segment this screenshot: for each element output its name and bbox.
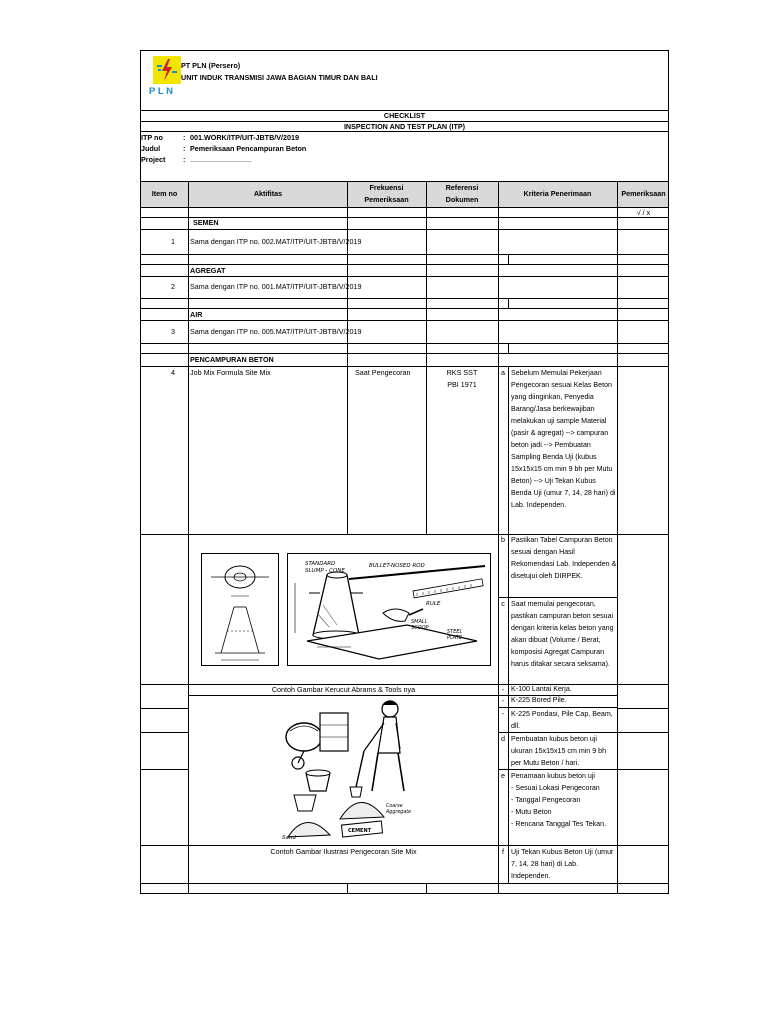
meta-label-itp: ITP no: [141, 133, 163, 142]
criteria-b-letter: b: [501, 535, 505, 544]
caption-cone: Contoh Gambar Kerucut Abrams & Tools nya: [271, 685, 416, 694]
site-mix-illustration: [280, 691, 417, 840]
row-4-activity: Job Mix Formula Site Mix: [190, 368, 271, 377]
header-activity: Aktifitas: [253, 189, 283, 198]
pln-logo-text: PLN: [149, 86, 176, 97]
label-coarse-1: Coarse: [386, 804, 403, 809]
label-sand: Sand: [282, 835, 296, 840]
criteria-b-text: Pastikan Tabel Campuran Beton sesuai dengan Hasil Rekomendasi Lab. Independen & disetujui oleh DIRPEK.: [511, 536, 617, 580]
meta-label-judul: Judul: [141, 144, 161, 153]
criteria-f-letter: f: [502, 847, 504, 856]
criteria-k100-text: K-100 Lantai Kerja.: [511, 685, 572, 693]
itp-checklist-sheet: [140, 50, 669, 894]
criteria-k225-pondasi-letter: -: [501, 709, 505, 718]
meta-sep-judul: :: [183, 144, 186, 153]
meta-value-judul: Pemeriksaan Pencampuran Beton: [190, 144, 307, 153]
row-4-no: 4: [171, 368, 175, 377]
label-standard: STANDARD: [305, 561, 336, 567]
header-check: Pemeriksaan: [621, 189, 666, 198]
criteria-c-letter: c: [501, 599, 505, 608]
label-coarse-2: Aggregate: [386, 810, 412, 815]
company-name: PT PLN (Persero): [181, 61, 241, 70]
meta-value-itp: 001.WORK/ITP/UIT-JBTB/V/2019: [190, 133, 300, 142]
section-pencampuran: PENCAMPURAN BETON: [190, 355, 274, 364]
meta-value-project: ...............................: [190, 155, 252, 164]
label-rod: BULLET-NOSED ROD: [369, 563, 425, 569]
criteria-d-letter: d: [501, 734, 505, 743]
row-1-activity: Sama dengan ITP no. 002.MAT/ITP/UIT-JBTB/V/2019: [190, 237, 362, 246]
label-slump-cone: SLUMP - CONE: [305, 568, 345, 574]
criteria-e-text: Penamaan kubus beton uji - Sesuai Lokasi Pengecoran - Tanggal Pengecoran - Mutu Beton - Rencana Tanggal Tes Tekan.: [511, 772, 607, 828]
criteria-e-letter: e: [501, 771, 505, 780]
row-2-no: 2: [171, 282, 175, 291]
meta-sep-project: :: [183, 155, 186, 164]
label-plate-1: STEEL: [447, 629, 463, 635]
header-freq-2: Pemeriksaan: [364, 195, 409, 204]
header-freq-1: Frekuensi: [369, 183, 404, 192]
criteria-a-letter: a: [501, 368, 505, 377]
slump-cone-drawing: [201, 553, 279, 666]
meta-label-project: Project: [141, 155, 166, 164]
criteria-f-text: Uji Tekan Kubus Beton Uji (umur 7, 14, 28 hari) di Lab. Independen.: [511, 848, 614, 880]
row-1-no: 1: [171, 237, 175, 246]
doc-subtitle: INSPECTION AND TEST PLAN (ITP): [343, 122, 466, 131]
company-unit: UNIT INDUK TRANSMISI JAWA BAGIAN TIMUR DAN BALI: [181, 73, 378, 82]
row-4-ref-2: PBI 1971: [447, 380, 477, 389]
row-3-activity: Sama dengan ITP no. 005.MAT/ITP/UIT-JBTB/V/2019: [190, 327, 362, 336]
row-4-ref-1: RKS SST: [446, 368, 478, 377]
row-2-activity: Sama dengan ITP no. 001.MAT/ITP/UIT-JBTB/V/2019: [190, 282, 362, 291]
criteria-c-text: Saat memulai pengecoran, pastikan campuran beton sesuai dengan kriteria kelas beton yang akan dibuat (Volume / Berat, komposisi Agregat Campuran harus ditakar secara seksama).: [511, 600, 614, 668]
slump-tools-drawing: [287, 553, 491, 666]
row-3-no: 3: [171, 327, 175, 336]
meta-sep-itp: :: [183, 133, 186, 142]
doc-title: CHECKLIST: [383, 111, 426, 120]
header-ref-1: Referensi: [445, 183, 479, 192]
criteria-k100-letter: -: [501, 685, 505, 694]
label-scoop-2: SCOOP: [411, 625, 429, 631]
pln-logo: [153, 56, 181, 84]
section-semen: SEMEN: [193, 218, 219, 227]
label-cement: CEMENT: [348, 828, 372, 834]
header-item-no: Item no: [151, 189, 178, 198]
section-agregat: AGREGAT: [190, 266, 226, 275]
row-4-freq: Saat Pengecoran: [355, 368, 411, 377]
criteria-k225-bored-letter: -: [501, 696, 505, 705]
criteria-a-text: Sebelum Memulai Pekerjaan Pengecoran sesuai Kelas Beton yang diinginkan, Penyedia Barang/Jasa berkewajiban melakukan uji sample Material (pasir & agregat) --> campuran beton jadi --> Pembuatan Sampling Benda Uji (kubus 15x15x15 cm min 9 bh per Mutu Beton) --> Uji Tekan Kubus Benda Uji (umur 7, 14, 28 hari) di Lab. Independen.: [511, 369, 616, 509]
criteria-d-text: Pembuatan kubus beton uji ukuran 15x15x15 cm min 9 bh per Mutu Beton / hari.: [511, 735, 607, 767]
criteria-k225-bored-text: K-225 Bored Pile.: [511, 696, 567, 704]
header-criteria: Kriteria Penerimaan: [523, 189, 592, 198]
check-mark-legend: √ / x: [636, 208, 651, 217]
label-plate-2: PLATE: [447, 635, 463, 641]
label-ruler: RULE: [426, 601, 441, 607]
section-air: AIR: [190, 310, 203, 319]
lightning-icon: [153, 56, 181, 84]
header-ref-2: Dokumen: [445, 195, 479, 204]
caption-mix: Contoh Gambar Ilustrasi Pengecoran Site Mix: [270, 847, 417, 856]
label-scoop-1: SMALL: [411, 619, 428, 625]
criteria-k225-pondasi-text: K-225 Pondasi, Pile Cap, Beam, dll.: [511, 710, 613, 730]
